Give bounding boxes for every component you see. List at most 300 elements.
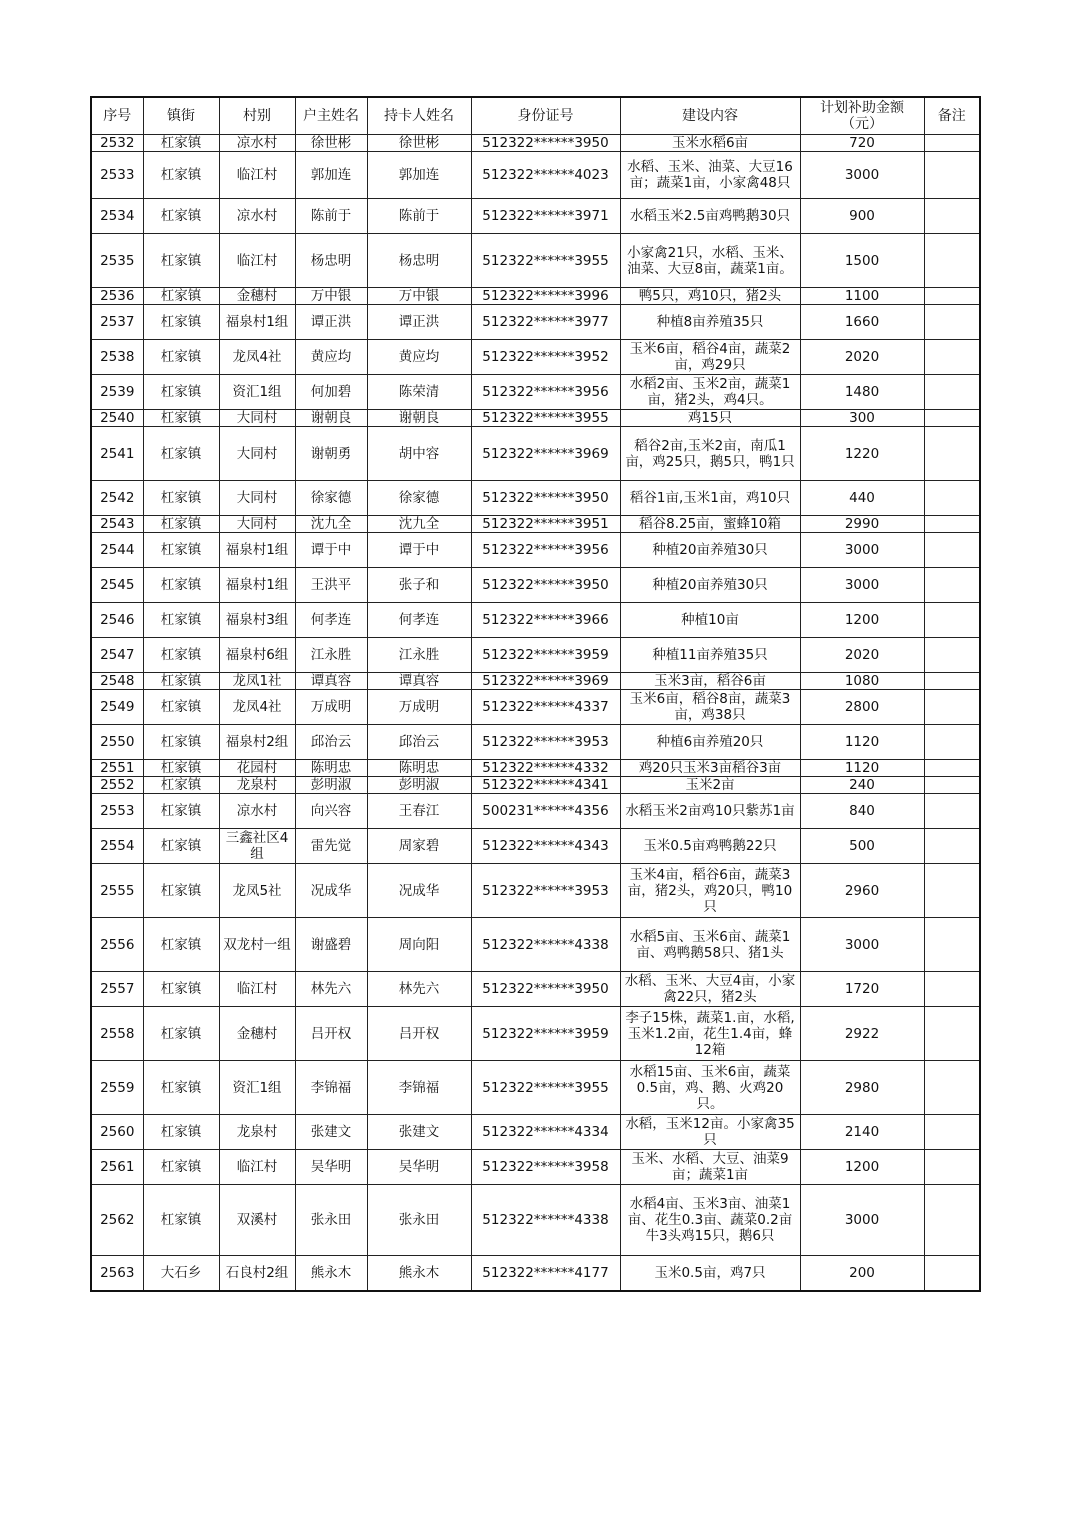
cell-town: 杠家镇 [143,690,219,725]
cell-remark [924,199,980,234]
cell-cardholder: 谭于中 [367,533,471,568]
header-village: 村别 [219,97,295,135]
cell-id-number: 512322******4338 [471,1185,620,1256]
cell-index: 2540 [91,410,143,427]
cell-town: 杠家镇 [143,427,219,481]
cell-cardholder: 黄应均 [367,340,471,375]
cell-id-number: 512322******3996 [471,288,620,305]
cell-village: 临江村 [219,234,295,288]
cell-householder: 谢朝良 [295,410,367,427]
table-row [91,533,980,568]
cell-town: 杠家镇 [143,777,219,794]
cell-cardholder: 江永胜 [367,638,471,673]
cell-id-number: 512322******4337 [471,690,620,725]
cell-index: 2539 [91,375,143,410]
cell-content: 水稻玉米2.5亩鸡鸭鹅30只 [620,199,800,234]
cell-householder: 万成明 [295,690,367,725]
cell-town: 杠家镇 [143,918,219,972]
table-row [91,725,980,760]
cell-householder: 向兴容 [295,794,367,829]
cell-householder: 林先六 [295,972,367,1007]
cell-index: 2544 [91,533,143,568]
cell-id-number: 512322******4023 [471,152,620,199]
header-cardholder: 持卡人姓名 [367,97,471,135]
cell-id-number: 512322******4177 [471,1256,620,1291]
cell-index: 2538 [91,340,143,375]
cell-householder: 彭明淑 [295,777,367,794]
cell-amount: 2020 [800,340,924,375]
cell-amount: 2140 [800,1115,924,1150]
cell-householder: 陈前于 [295,199,367,234]
cell-index: 2559 [91,1061,143,1115]
cell-village: 临江村 [219,1150,295,1185]
cell-remark [924,340,980,375]
cell-remark [924,1061,980,1115]
table-row [91,288,980,305]
cell-village: 龙泉村 [219,1115,295,1150]
cell-town: 杠家镇 [143,1115,219,1150]
cell-index: 2535 [91,234,143,288]
cell-id-number: 512322******3950 [471,972,620,1007]
cell-id-number: 512322******3955 [471,410,620,427]
table-row [91,568,980,603]
cell-cardholder: 周家碧 [367,829,471,864]
cell-cardholder: 谭真容 [367,673,471,690]
cell-village: 凉水村 [219,135,295,152]
cell-householder: 雷先觉 [295,829,367,864]
cell-content: 鸡20只玉米3亩稻谷3亩 [620,760,800,777]
cell-village: 福泉村1组 [219,533,295,568]
table-row [91,794,980,829]
cell-id-number: 512322******3969 [471,673,620,690]
cell-remark [924,516,980,533]
cell-index: 2557 [91,972,143,1007]
cell-householder: 谢朝勇 [295,427,367,481]
cell-content: 种植20亩养殖30只 [620,533,800,568]
cell-householder: 邱治云 [295,725,367,760]
table-row [91,690,980,725]
cell-id-number: 512322******3951 [471,516,620,533]
cell-index: 2546 [91,603,143,638]
cell-cardholder: 彭明淑 [367,777,471,794]
cell-cardholder: 陈前于 [367,199,471,234]
cell-amount: 2980 [800,1061,924,1115]
table-row [91,234,980,288]
table-row [91,603,980,638]
cell-town: 大石乡 [143,1256,219,1291]
cell-town: 杠家镇 [143,794,219,829]
cell-cardholder: 郭加连 [367,152,471,199]
cell-amount: 200 [800,1256,924,1291]
cell-id-number: 512322******4341 [471,777,620,794]
cell-town: 杠家镇 [143,410,219,427]
header-index: 序号 [91,97,143,135]
cell-index: 2550 [91,725,143,760]
cell-householder: 李锦福 [295,1061,367,1115]
header-town: 镇街 [143,97,219,135]
cell-index: 2536 [91,288,143,305]
cell-town: 杠家镇 [143,1185,219,1256]
cell-village: 大同村 [219,481,295,516]
cell-content: 水稻2亩、玉米2亩，蔬菜1亩，猪2头，鸡4只。 [620,375,800,410]
table-row [91,829,980,864]
cell-remark [924,725,980,760]
cell-householder: 王洪平 [295,568,367,603]
cell-amount: 3000 [800,152,924,199]
cell-village: 凉水村 [219,794,295,829]
cell-remark [924,305,980,340]
cell-cardholder: 杨忠明 [367,234,471,288]
cell-amount: 1660 [800,305,924,340]
cell-town: 杠家镇 [143,972,219,1007]
cell-amount: 500 [800,829,924,864]
cell-id-number: 512322******3950 [471,568,620,603]
cell-town: 杠家镇 [143,1007,219,1061]
cell-index: 2545 [91,568,143,603]
cell-index: 2551 [91,760,143,777]
cell-index: 2547 [91,638,143,673]
cell-remark [924,375,980,410]
cell-town: 杠家镇 [143,829,219,864]
cell-content: 水稻、玉米、油菜、大豆16亩；蔬菜1亩，小家禽48只 [620,152,800,199]
cell-cardholder: 李锦福 [367,1061,471,1115]
cell-householder: 杨忠明 [295,234,367,288]
cell-remark [924,972,980,1007]
cell-id-number: 512322******3958 [471,1150,620,1185]
cell-householder: 徐家德 [295,481,367,516]
cell-town: 杠家镇 [143,234,219,288]
cell-id-number: 512322******3950 [471,135,620,152]
cell-amount: 1720 [800,972,924,1007]
cell-amount: 1120 [800,760,924,777]
cell-index: 2532 [91,135,143,152]
cell-village: 凉水村 [219,199,295,234]
cell-village: 花园村 [219,760,295,777]
cell-index: 2549 [91,690,143,725]
cell-content: 种植6亩养殖20只 [620,725,800,760]
cell-cardholder: 熊永木 [367,1256,471,1291]
table-row [91,375,980,410]
table-row [91,410,980,427]
cell-remark [924,568,980,603]
cell-town: 杠家镇 [143,533,219,568]
cell-index: 2534 [91,199,143,234]
cell-householder: 江永胜 [295,638,367,673]
cell-amount: 1500 [800,234,924,288]
cell-town: 杠家镇 [143,864,219,918]
cell-remark [924,918,980,972]
cell-index: 2537 [91,305,143,340]
cell-remark [924,760,980,777]
cell-cardholder: 况成华 [367,864,471,918]
cell-town: 杠家镇 [143,481,219,516]
cell-householder: 谭正洪 [295,305,367,340]
cell-content: 玉米0.5亩鸡鸭鹅22只 [620,829,800,864]
cell-cardholder: 邱治云 [367,725,471,760]
table-row [91,864,980,918]
table-row [91,152,980,199]
cell-householder: 张永田 [295,1185,367,1256]
cell-cardholder: 徐世彬 [367,135,471,152]
cell-id-number: 512322******3956 [471,375,620,410]
cell-remark [924,135,980,152]
cell-amount: 2020 [800,638,924,673]
cell-amount: 840 [800,794,924,829]
cell-town: 杠家镇 [143,603,219,638]
cell-content: 鸡15只 [620,410,800,427]
cell-amount: 440 [800,481,924,516]
cell-content: 水稻、玉米、大豆4亩，小家禽22只，猪2头 [620,972,800,1007]
cell-householder: 万中银 [295,288,367,305]
cell-householder: 何孝连 [295,603,367,638]
cell-remark [924,533,980,568]
cell-village: 福泉村6组 [219,638,295,673]
cell-content: 玉米4亩，稻谷6亩，蔬菜3亩，猪2头，鸡20只，鸭10只 [620,864,800,918]
cell-cardholder: 沈九全 [367,516,471,533]
cell-village: 大同村 [219,427,295,481]
cell-amount: 2960 [800,864,924,918]
cell-town: 杠家镇 [143,638,219,673]
cell-amount: 2990 [800,516,924,533]
cell-content: 种植8亩养殖35只 [620,305,800,340]
cell-amount: 1100 [800,288,924,305]
cell-id-number: 512322******4334 [471,1115,620,1150]
cell-householder: 沈九全 [295,516,367,533]
cell-remark [924,234,980,288]
header-amount: 计划补助金额（元） [800,97,924,135]
cell-town: 杠家镇 [143,152,219,199]
cell-cardholder: 万中银 [367,288,471,305]
cell-id-number: 512322******3959 [471,638,620,673]
table-row [91,305,980,340]
cell-village: 双龙村一组 [219,918,295,972]
table-row [91,1185,980,1256]
table-row [91,673,980,690]
cell-remark [924,1115,980,1150]
cell-id-number: 512322******3966 [471,603,620,638]
cell-village: 石良村2组 [219,1256,295,1291]
cell-amount: 3000 [800,568,924,603]
cell-householder: 陈明忠 [295,760,367,777]
cell-cardholder: 王春江 [367,794,471,829]
table-row [91,1007,980,1061]
cell-village: 资汇1组 [219,375,295,410]
cell-content: 玉米3亩，稻谷6亩 [620,673,800,690]
cell-town: 杠家镇 [143,1150,219,1185]
cell-amount: 2922 [800,1007,924,1061]
table-row [91,199,980,234]
table-row [91,1115,980,1150]
cell-village: 龙泉村 [219,777,295,794]
cell-remark [924,638,980,673]
cell-remark [924,673,980,690]
cell-cardholder: 陈明忠 [367,760,471,777]
cell-index: 2543 [91,516,143,533]
subsidy-table [90,96,981,1292]
cell-cardholder: 吴华明 [367,1150,471,1185]
cell-village: 龙凤4社 [219,340,295,375]
cell-cardholder: 徐家德 [367,481,471,516]
cell-village: 临江村 [219,152,295,199]
cell-village: 大同村 [219,410,295,427]
cell-town: 杠家镇 [143,288,219,305]
cell-id-number: 512322******4343 [471,829,620,864]
cell-town: 杠家镇 [143,340,219,375]
cell-remark [924,1150,980,1185]
cell-content: 玉米水稻6亩 [620,135,800,152]
cell-town: 杠家镇 [143,1061,219,1115]
cell-index: 2554 [91,829,143,864]
table-row [91,1061,980,1115]
cell-cardholder: 张建文 [367,1115,471,1150]
cell-id-number: 512322******3955 [471,1061,620,1115]
cell-cardholder: 吕开权 [367,1007,471,1061]
cell-index: 2556 [91,918,143,972]
cell-householder: 张建文 [295,1115,367,1150]
cell-id-number: 512322******3971 [471,199,620,234]
cell-village: 大同村 [219,516,295,533]
cell-index: 2541 [91,427,143,481]
cell-cardholder: 谭正洪 [367,305,471,340]
cell-remark [924,427,980,481]
cell-content: 玉米6亩，稻谷4亩，蔬菜2亩，鸡29只 [620,340,800,375]
cell-id-number: 512322******3953 [471,725,620,760]
cell-remark [924,481,980,516]
cell-cardholder: 张永田 [367,1185,471,1256]
cell-householder: 徐世彬 [295,135,367,152]
cell-id-number: 512322******3952 [471,340,620,375]
cell-village: 三鑫社区4组 [219,829,295,864]
cell-remark [924,1007,980,1061]
cell-amount: 3000 [800,533,924,568]
cell-remark [924,690,980,725]
cell-id-number: 512322******4338 [471,918,620,972]
cell-amount: 300 [800,410,924,427]
cell-amount: 240 [800,777,924,794]
cell-cardholder: 张子和 [367,568,471,603]
cell-content: 玉米2亩 [620,777,800,794]
cell-id-number: 512322******3956 [471,533,620,568]
cell-amount: 1200 [800,1150,924,1185]
cell-amount: 720 [800,135,924,152]
cell-content: 鸭5只，鸡10只，猪2头 [620,288,800,305]
header-householder: 户主姓名 [295,97,367,135]
cell-id-number: 512322******3977 [471,305,620,340]
cell-index: 2553 [91,794,143,829]
cell-town: 杠家镇 [143,199,219,234]
cell-householder: 黄应均 [295,340,367,375]
table-row [91,481,980,516]
cell-householder: 吴华明 [295,1150,367,1185]
cell-householder: 郭加连 [295,152,367,199]
cell-village: 资汇1组 [219,1061,295,1115]
cell-index: 2563 [91,1256,143,1291]
cell-householder: 何加碧 [295,375,367,410]
cell-village: 龙凤5社 [219,864,295,918]
cell-content: 稻谷1亩,玉米1亩，鸡10只 [620,481,800,516]
cell-remark [924,152,980,199]
cell-remark [924,864,980,918]
cell-town: 杠家镇 [143,135,219,152]
cell-village: 临江村 [219,972,295,1007]
cell-cardholder: 谢朝良 [367,410,471,427]
cell-cardholder: 陈荣清 [367,375,471,410]
cell-id-number: 512322******3969 [471,427,620,481]
cell-village: 龙凤1社 [219,673,295,690]
cell-amount: 2800 [800,690,924,725]
cell-householder: 熊永木 [295,1256,367,1291]
table-row [91,777,980,794]
cell-town: 杠家镇 [143,375,219,410]
cell-amount: 1200 [800,603,924,638]
cell-content: 玉米6亩，稻谷8亩，蔬菜3亩，鸡38只 [620,690,800,725]
cell-id-number: 512322******3959 [471,1007,620,1061]
cell-town: 杠家镇 [143,725,219,760]
cell-index: 2552 [91,777,143,794]
cell-householder: 谭于中 [295,533,367,568]
cell-content: 种植11亩养殖35只 [620,638,800,673]
cell-index: 2542 [91,481,143,516]
header-id-number: 身份证号 [471,97,620,135]
cell-cardholder: 林先六 [367,972,471,1007]
cell-remark [924,777,980,794]
cell-index: 2548 [91,673,143,690]
cell-village: 福泉村1组 [219,568,295,603]
cell-cardholder: 万成明 [367,690,471,725]
cell-amount: 1480 [800,375,924,410]
cell-village: 金穗村 [219,288,295,305]
cell-content: 玉米、水稻、大豆、油菜9亩；蔬菜1亩 [620,1150,800,1185]
cell-householder: 况成华 [295,864,367,918]
cell-remark [924,410,980,427]
cell-cardholder: 何孝连 [367,603,471,638]
table-row [91,638,980,673]
cell-householder: 吕开权 [295,1007,367,1061]
cell-content: 种植20亩养殖30只 [620,568,800,603]
cell-village: 福泉村3组 [219,603,295,638]
cell-id-number: 512322******3955 [471,234,620,288]
cell-amount: 900 [800,199,924,234]
header-row [91,97,980,135]
cell-index: 2560 [91,1115,143,1150]
cell-remark [924,829,980,864]
cell-cardholder: 胡中容 [367,427,471,481]
table-row [91,1256,980,1291]
header-remark: 备注 [924,97,980,135]
cell-index: 2555 [91,864,143,918]
table-row [91,1150,980,1185]
cell-content: 水稻玉米2亩鸡10只紫苏1亩 [620,794,800,829]
cell-remark [924,603,980,638]
cell-id-number: 500231******4356 [471,794,620,829]
cell-index: 2562 [91,1185,143,1256]
cell-id-number: 512322******3950 [471,481,620,516]
cell-town: 杠家镇 [143,305,219,340]
cell-remark [924,1256,980,1291]
cell-amount: 1080 [800,673,924,690]
cell-village: 金穗村 [219,1007,295,1061]
cell-village: 龙凤4社 [219,690,295,725]
header-content: 建设内容 [620,97,800,135]
cell-content: 李子15株，蔬菜1.亩，水稻,玉米1.2亩，花生1.4亩，蜂12箱 [620,1007,800,1061]
cell-remark [924,794,980,829]
cell-index: 2533 [91,152,143,199]
cell-id-number: 512322******4332 [471,760,620,777]
cell-content: 稻谷8.25亩，蜜蜂10箱 [620,516,800,533]
cell-amount: 1120 [800,725,924,760]
cell-content: 水稻，玉米12亩。小家禽35只 [620,1115,800,1150]
table-row [91,135,980,152]
